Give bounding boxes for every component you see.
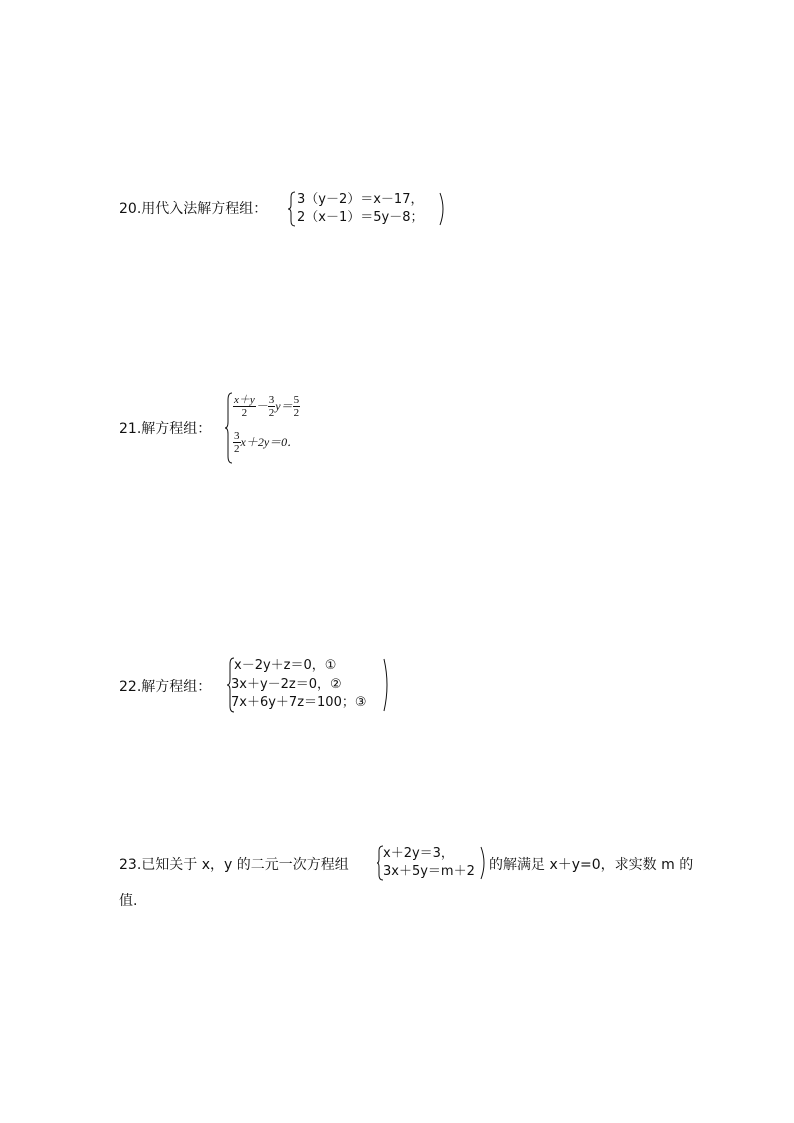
equation-line-1 <box>233 394 300 419</box>
question-23-line-2: 值. <box>119 893 138 909</box>
equation-line-2 <box>233 430 299 455</box>
left-brace-icon <box>287 191 297 227</box>
question-22-equation-system <box>226 657 392 713</box>
right-paren-icon <box>383 657 391 713</box>
equation-line-2: 2（x－1）＝5y－8； <box>297 210 424 225</box>
question-23-tail: 的解满足 x＋y=0，求实数 m 的 <box>489 857 694 873</box>
right-paren-icon <box>439 191 447 227</box>
fraction-5-over-2: $\frac{5}{2}$ <box>293 394 300 419</box>
y-equals: y＝ <box>275 399 293 413</box>
fraction-3-over-2: $\frac{3}{2}$ <box>268 394 275 419</box>
equation-rest: x＋2y＝0． <box>240 435 300 449</box>
question-23-equation-system <box>376 845 488 881</box>
question-22-label: 22.解方程组： <box>119 679 212 695</box>
right-paren-icon <box>480 845 488 881</box>
equation-line-2: 3x＋y－2z＝0，② <box>231 677 342 692</box>
question-21-label: 21.解方程组： <box>119 421 212 437</box>
equation-line-1: x＋2y＝3， <box>383 846 454 861</box>
fraction-x-plus-y-over-2: $\frac{x+y}{2}$ <box>234 394 255 419</box>
question-20-equation-system <box>287 191 447 227</box>
minus-sign: － <box>255 399 268 413</box>
equation-line-2: 3x＋5y＝m＋2 <box>383 864 475 879</box>
equation-line-3: 7x＋6y＋7z＝100；③ <box>231 695 367 710</box>
fraction-3-over-2: $\frac{3}{2}$ <box>234 430 240 455</box>
question-23-label: 23.已知关于 x，y 的二元一次方程组 <box>119 857 349 873</box>
equation-line-1: x－2y＋z＝0，① <box>234 658 337 673</box>
equation-line-1: 3（y－2）＝x－17， <box>297 192 424 207</box>
question-20-label: 20.用代入法解方程组： <box>119 201 268 217</box>
question-21-equation-system <box>224 392 334 464</box>
